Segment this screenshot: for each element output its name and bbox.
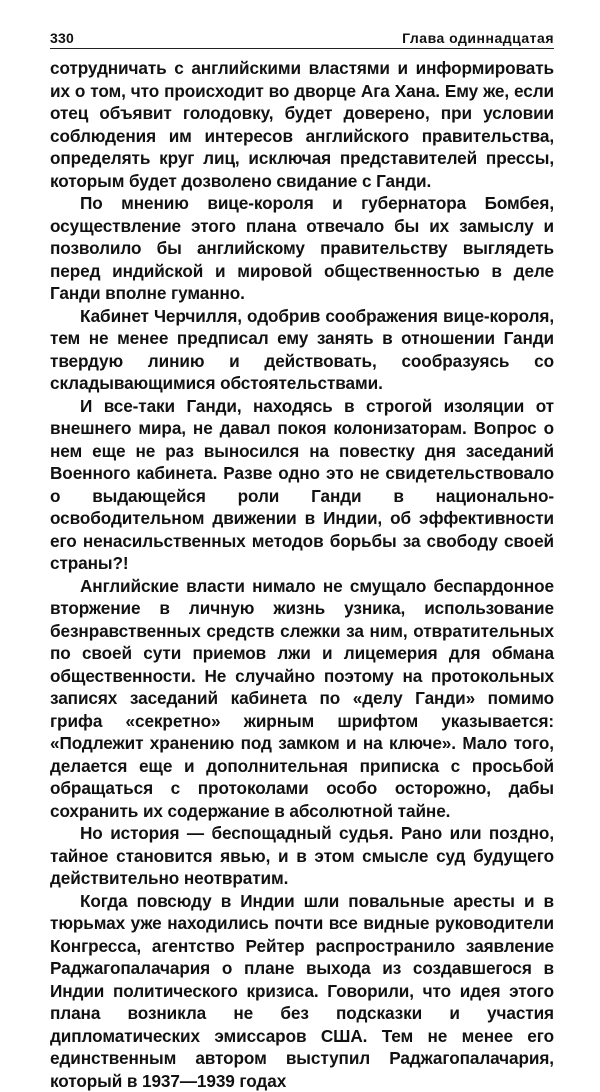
chapter-title: Глава одиннадцатая <box>402 30 554 46</box>
body-text <box>50 57 554 1092</box>
paragraph-5: Английские власти нимало не смущало беспардонное вторжение в личную жизнь узника, использование безнравственных средств слежки за ним, отвратительных по своей сути приемов лжи и лицемерия для обмана общественности. Не случайно поэтому на протокольных записях заседаний кабинета по «делу Ганди» помимо грифа «секретно» жирным шрифтом указывается: «Подлежит хранению под замком и на ключе». Мало того, делается еще и дополнительная приписка с просьбой обращаться с протоколами особо осторожно, дабы сохранить их содержание в абсолютной тайне. <box>50 575 554 823</box>
paragraph-7: Когда повсюду в Индии шли повальные аресты и в тюрьмах уже находились почти все видные руководители Конгресса, агентство Рейтер распространило заявление Раджагопалачария о плане выхода из создавшегося в Индии политического кризиса. Говорили, что идея этого плана возникла не без подсказки и участия дипломатических эмиссаров США. Тем не менее его единственным автором выступил Раджагопалачария, который в 1937—1939 годах <box>50 890 554 1092</box>
page-number: 330 <box>50 30 74 46</box>
paragraph-1: сотрудничать с английскими властями и информировать их о том, что происходит во дворце Ага Хана. Ему же, если отец объявит голодовку, будет доверено, при условии соблюдения им интересов английского правительства, определять круг лиц, исключая представителей прессы, которым будет дозволено свидание с Ганди. <box>50 57 554 192</box>
paragraph-3: Кабинет Черчилля, одобрив соображения вице-короля, тем не менее предписал ему занять в отношении Ганди твердую линию и действовать, сообразуясь со складывающимися обстоятельствами. <box>50 305 554 395</box>
book-page <box>50 30 554 1092</box>
paragraph-6: Но история — беспощадный судья. Рано или поздно, тайное становится явью, и в этом смысле суд будущего действительно неотвратим. <box>50 822 554 890</box>
running-header <box>50 30 554 49</box>
paragraph-4: И все-таки Ганди, находясь в строгой изоляции от внешнего мира, не давал покоя колонизаторам. Вопрос о нем еще не раз выносился на повестку дня заседаний Военного кабинета. Разве одно это не свидетельствовало о выдающейся роли Ганди в национально-освободительном движении в Индии, об эффективности его ненасильственных методов борьбы за свободу своей страны?! <box>50 395 554 575</box>
paragraph-2: По мнению вице-короля и губернатора Бомбея, осуществление этого плана отвечало бы их замыслу и позволило бы английскому правительству выглядеть перед индийской и мировой общественностью в деле Ганди вполне гуманно. <box>50 192 554 305</box>
